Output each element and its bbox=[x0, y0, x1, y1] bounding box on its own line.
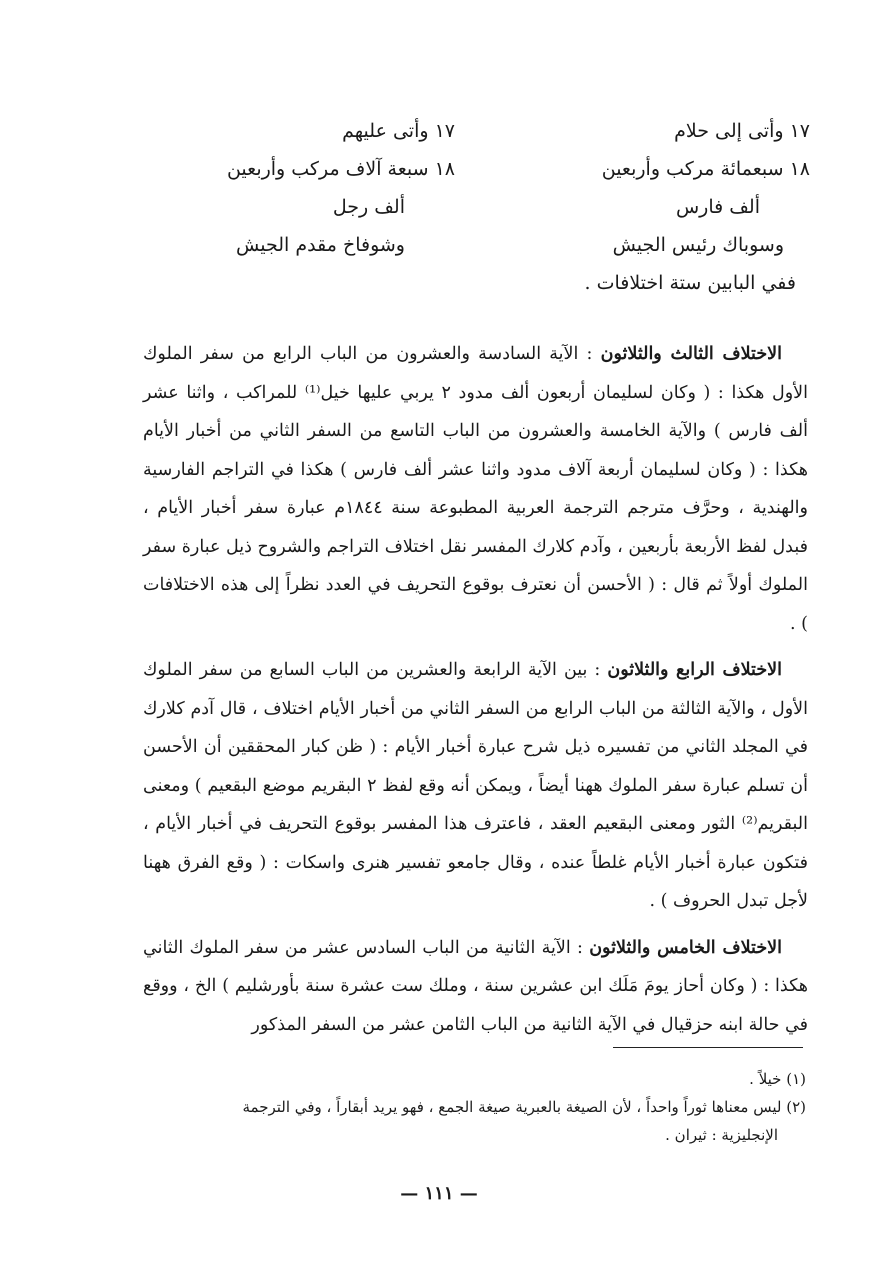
verse-line: ١٨ سبعة آلاف مركب وأربعين bbox=[226, 158, 455, 180]
verse-column-right bbox=[540, 112, 810, 302]
verse-line: وسوباك رئيس الجيش bbox=[612, 234, 784, 256]
verse-line: ١٨ سبعمائة مركب وأربعين bbox=[601, 158, 810, 180]
footnote-1: (١) خيلاً . bbox=[749, 1070, 806, 1088]
paragraph-34 bbox=[143, 651, 808, 921]
verse-column-left bbox=[185, 112, 455, 264]
verse-line: ألف رجل bbox=[332, 196, 405, 218]
paragraph-35 bbox=[143, 929, 808, 1045]
paragraph-body: : الآية الثانية من الباب السادس عشر من سفر الملوك الثاني هكذا : ( وكان أحاز يومَ مَلَك ابن عشرين سنة ، وملك ست عشرة سنة بأورشليم ) الخ ، ووقع في حالة ابنه حزقيال في الآية الثانية من الباب الثامن عشر من السفر المذكور bbox=[143, 937, 808, 1035]
footnote-2-continued: الإنجليزية : ثيران . bbox=[665, 1126, 778, 1144]
verse-line: ١٧ وأتى عليهم bbox=[342, 120, 455, 142]
verse-line: وشوفاخ مقدم الجيش bbox=[236, 234, 405, 256]
footnotes bbox=[136, 1065, 806, 1149]
verse-comparison bbox=[180, 112, 810, 302]
paragraph-heading: الاختلاف الرابع والثلاثون bbox=[607, 660, 782, 680]
paragraph-heading: الاختلاف الثالث والثلاثون bbox=[600, 344, 782, 364]
main-text bbox=[143, 335, 808, 1052]
page-number: — ١١١ — bbox=[400, 1183, 478, 1204]
verse-summary: ففي البابين ستة اختلافات . bbox=[584, 272, 796, 294]
paragraph-body: : الآية السادسة والعشرون من الباب الرابع من سفر الملوك الأول هكذا : ( وكان لسليمان أربعون ألف مدود ٢ يربي عليها خيل⁽¹⁾ للمراكب ، واثنا عشر ألف فارس ) والآية الخامسة والعشرون من الباب التاسع من السفر الثاني من أخبار الأيام هكذا : ( وكان لسليمان أربعة آلاف مدود واثنا عشر ألف فارس ) هكذا في التراجم الفارسية والهندية ، وحرَّف مترجم الترجمة العربية المطبوعة سنة ١٨٤٤م عبارة سفر أخبار الأيام ، فبدل لفظ الأربعة بأربعين ، وآدم كلارك المفسر نقل اختلاف التراجم والشروح ذيل عبارة سفر الملوك أولاً ثم قال : ( الأحسن أن نعترف بوقوع التحريف في العدد نظراً إلى هذه الاختلافات ) . bbox=[143, 344, 808, 634]
footnote-2: (٢) ليس معناها ثوراً واحداً ، لأن الصيغة بالعبرية صيغة الجمع ، فهو يريد أبقاراً ، وفي الترجمة bbox=[242, 1098, 806, 1116]
paragraph-33 bbox=[143, 335, 808, 643]
verse-line: ١٧ وأتى إلى حلام bbox=[674, 120, 810, 142]
paragraph-heading: الاختلاف الخامس والثلاثون bbox=[589, 937, 782, 958]
paragraph-body: : بين الآية الرابعة والعشرين من الباب السابع من سفر الملوك الأول ، والآية الثالثة من الباب الرابع من السفر الثاني من أخبار الأيام اختلاف ، قال آدم كلارك في المجلد الثاني من تفسيره ذيل شرح عبارة أخبار الأيام : ( ظن كبار المحققين أن الأحسن أن تسلم عبارة سفر الملوك ههنا أيضاً ، ويمكن أنه وقع لفظ ٢ البقريم موضع البقعيم ) ومعنى البقريم⁽²⁾ الثور ومعنى البقعيم العقد ، فاعترف هذا المفسر بوقوع التحريف في أخبار الأيام ، فتكون عبارة أخبار الأيام غلطاً عنده ، وقال جامعو تفسير هنرى واسكات : ( وقع الفرق ههنا لأجل تبدل الحروف ) . bbox=[143, 660, 808, 911]
footnote-divider bbox=[613, 1047, 803, 1048]
verse-line: ألف فارس bbox=[675, 196, 760, 218]
